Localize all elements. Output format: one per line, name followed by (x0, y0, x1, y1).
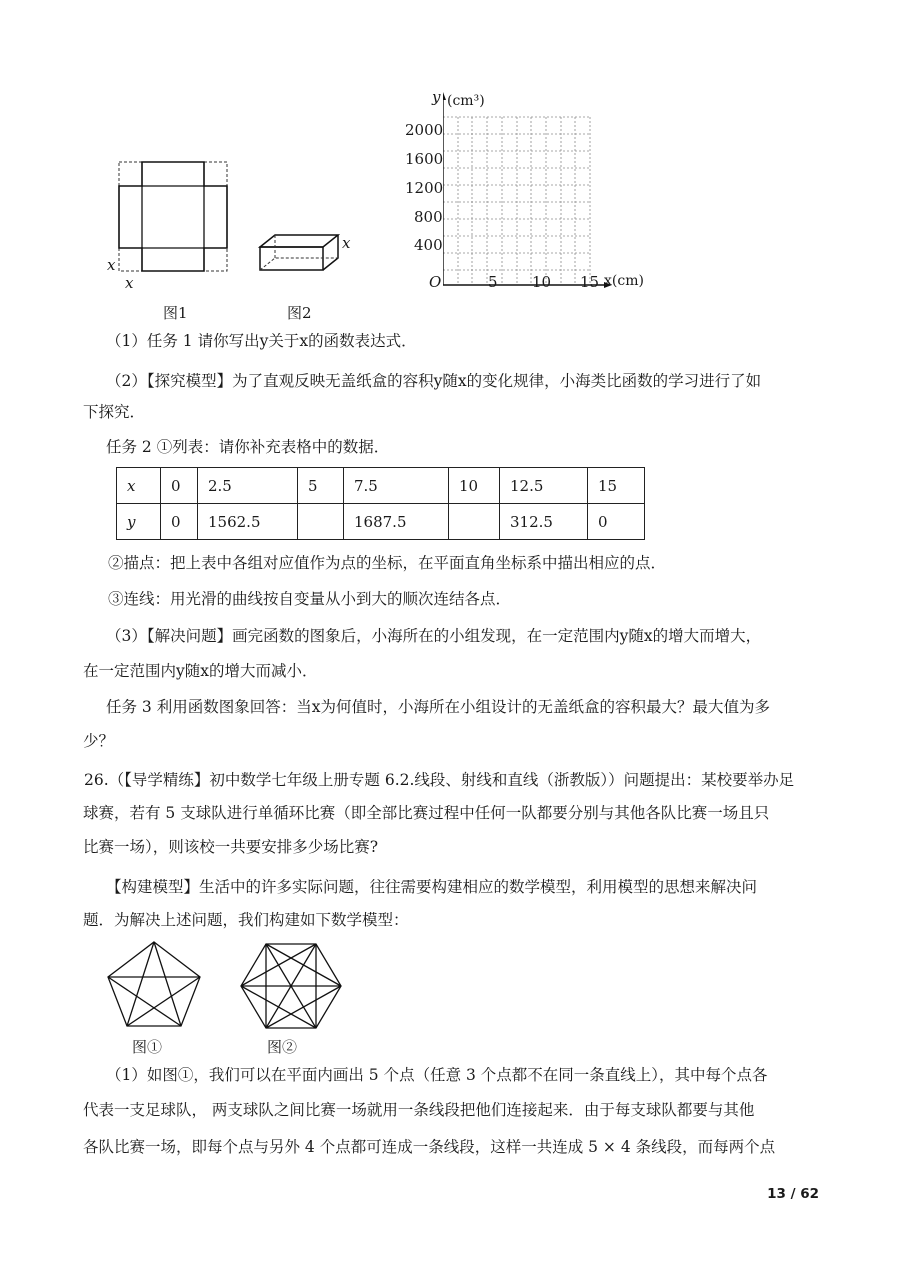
task-2-line-1: （2）【探究模型】为了直观反映无盖纸盒的容积y随x的变化规律，小海类比函数的学习进行了如 (106, 372, 762, 390)
figure-b-label: 图② (267, 1038, 298, 1056)
model-1-line-1: （1）如图①，我们可以在平面内画出 5 个点（任意 3 个点都不在同一条直线上），其中每个点各 (106, 1066, 768, 1084)
model-line-1: 【构建模型】生活中的许多实际问题，往往需要构建相应的数学模型，利用模型的思想来解决问 (106, 878, 758, 896)
figure-1-x-side: x (107, 256, 116, 274)
problem-26-line-2: 球赛，若有 5 支球队进行单循环比赛（即全部比赛过程中任何一队都要分别与其他各队比赛一场且只 (83, 804, 770, 822)
figure-1-x-bottom: x (125, 274, 134, 292)
figure-a-label: 图① (132, 1038, 163, 1056)
table-cell (449, 504, 500, 540)
y-tick-1200: 1200 (405, 179, 444, 197)
problem-26-line-3: 比赛一场），则该校一共要安排多少场比赛? (83, 838, 379, 856)
table-cell: x (117, 468, 161, 504)
x-tick-10: 10 (532, 273, 552, 291)
value-table (116, 467, 645, 540)
step-3: ③连线：用光滑的曲线按自变量从小到大的顺次连结各点． (108, 590, 512, 608)
table-cell: 15 (588, 468, 645, 504)
task-1: （1）任务 1 请你写出y关于x的函数表达式． (106, 332, 417, 350)
question-3-line-1: （3）【解决问题】画完函数的图象后，小海所在的小组发现，在一定范围内y随x的增大而增大， (106, 627, 762, 645)
x-tick-15: 15 (580, 273, 600, 291)
task-3-line-1: 任务 3 利用函数图象回答：当x为何值时，小海所在小组设计的无盖纸盒的容积最大？最大值为多 (106, 698, 770, 716)
y-tick-1600: 1600 (405, 150, 444, 168)
table-cell: y (117, 504, 161, 540)
model-line-2: 题．为解决上述问题，我们构建如下数学模型： (83, 911, 409, 929)
table-cell (298, 504, 344, 540)
y-tick-400: 400 (414, 236, 443, 254)
table-row (117, 504, 645, 540)
x-tick-5: 5 (488, 273, 498, 291)
model-1-line-3: 各队比赛一场，即每个点与另外 4 个点都可连成一条线段，这样一共连成 5 × 4 条线段，而每两个点 (83, 1138, 776, 1156)
step-2: ②描点：把上表中各组对应值作为点的坐标，在平面直角坐标系中描出相应的点． (108, 554, 667, 572)
y-axis-unit: (cm³) (447, 93, 485, 109)
table-cell: 2.5 (198, 468, 298, 504)
x-axis-label: x(cm) (604, 273, 644, 289)
pentagon-graph (103, 937, 205, 1033)
problem-26-line-1: 26.（【导学精练】初中数学七年级上册专题 6.2.线段、射线和直线（浙教版））问题提出：某校要举办足 (84, 771, 795, 789)
figure-2-label: 图2 (287, 304, 312, 322)
figure-2-x: x (342, 234, 351, 252)
table-cell: 0 (161, 504, 198, 540)
task-2-title: 任务 2 ①列表：请你补充表格中的数据． (106, 438, 390, 456)
task-3-line-2: 少？ (83, 732, 115, 750)
table-row (117, 468, 645, 504)
table-cell: 10 (449, 468, 500, 504)
figure-1-diagram (100, 155, 240, 295)
table-cell: 1562.5 (198, 504, 298, 540)
table-cell: 12.5 (500, 468, 588, 504)
figure-1-label: 图1 (163, 304, 188, 322)
y-tick-800: 800 (414, 208, 443, 226)
table-cell: 5 (298, 468, 344, 504)
table-cell: 1687.5 (344, 504, 449, 540)
model-1-line-2: 代表一支足球队， 两支球队之间比赛一场就用一条线段把他们连接起来．由于每支球队都要与其他 (83, 1101, 755, 1119)
table-cell: 0 (588, 504, 645, 540)
task-2-line-2: 下探究． (83, 403, 146, 421)
page-number: 13 / 62 (767, 1186, 819, 1202)
figure-2-box (255, 230, 345, 275)
table-cell: 0 (161, 468, 198, 504)
y-axis-label: y (432, 88, 441, 106)
y-tick-2000: 2000 (405, 121, 444, 139)
coordinate-grid (443, 90, 613, 285)
table-cell: 7.5 (344, 468, 449, 504)
origin-label: O (429, 273, 442, 291)
table-cell: 312.5 (500, 504, 588, 540)
hexagon-graph (238, 940, 344, 1032)
question-3-line-2: 在一定范围内y随x的增大而减小． (83, 662, 318, 680)
